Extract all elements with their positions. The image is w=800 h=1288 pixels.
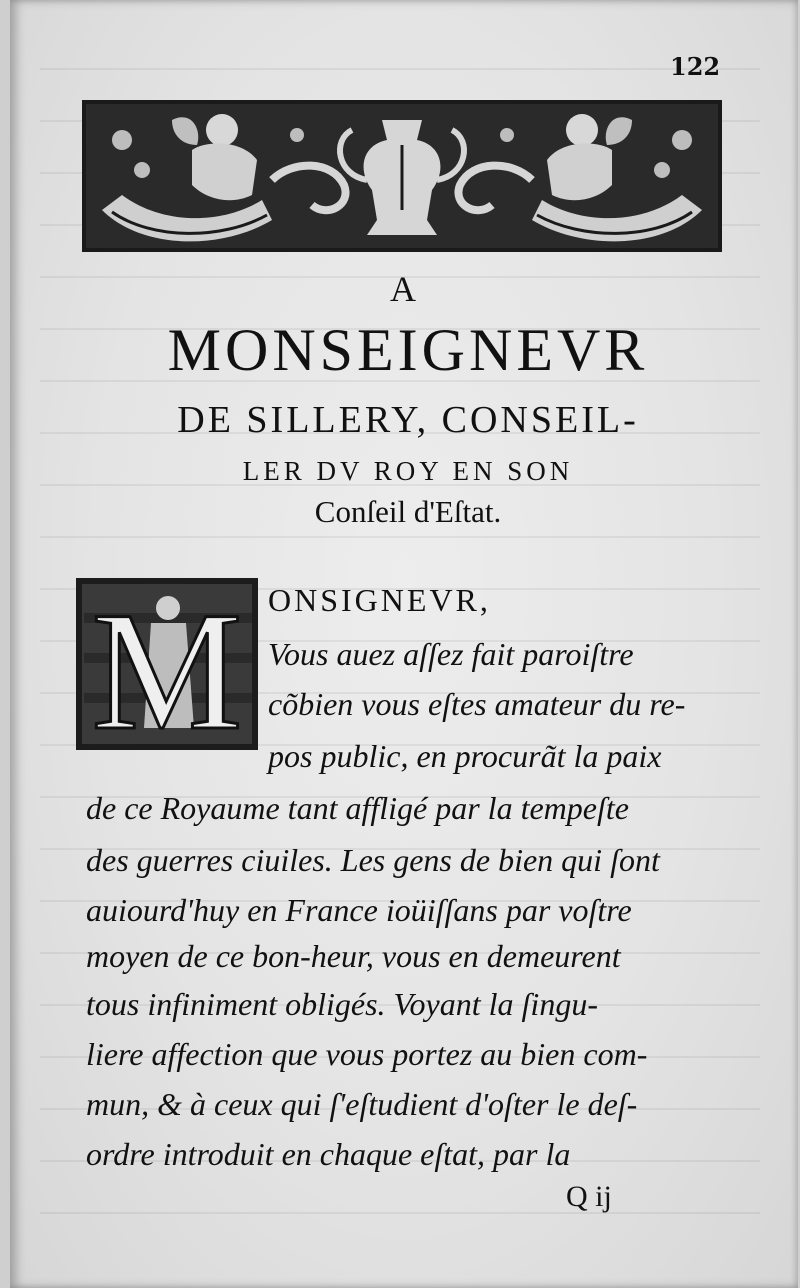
body-line: Vous auez aſſez fait paroiſtre xyxy=(268,636,634,672)
decorated-initial xyxy=(76,578,258,750)
body-line: cõbien vous eſtes amateur du re- xyxy=(268,686,686,722)
book-page xyxy=(10,0,798,1288)
dedication-title-line-1: MONSEIGNEVR xyxy=(167,317,649,383)
headpiece-engraving xyxy=(82,100,722,252)
dedication-title-line-3: LER DV ROY EN SON xyxy=(242,456,574,486)
page-number: 122 xyxy=(670,52,721,81)
initial-letter: M xyxy=(91,578,243,750)
body-line: mun, & à ceux qui ſ'eſtudient d'oſter le deſ- xyxy=(86,1086,638,1122)
ornamental-headpiece xyxy=(82,100,722,252)
signature-mark: Q ij xyxy=(566,1180,612,1213)
body-line: ordre introduit en chaque eſtat, par la xyxy=(86,1136,571,1172)
salutation: ONSIGNEVR, xyxy=(268,582,491,618)
body-line: tous infiniment obligés. Voyant la ſingu- xyxy=(86,986,598,1022)
body-line: pos public, en procurãt la paix xyxy=(268,738,662,774)
body-line: moyen de ce bon-heur, vous en demeurent xyxy=(86,938,621,974)
dedication-prefix: A xyxy=(390,269,418,309)
dedication-title-line-4: Conſeil d'Eſtat. xyxy=(314,494,502,529)
body-line: des guerres ciuiles. Les gens de bien qui ſont xyxy=(86,842,660,878)
historiated-initial-engraving xyxy=(76,578,258,750)
dedication-title-line-2: DE SILLERY, CONSEIL- xyxy=(177,399,639,441)
body-line: liere affection que vous portez au bien com- xyxy=(86,1036,648,1072)
body-line: auiourd'huy en France ioüiſſans par voſtre xyxy=(86,892,632,928)
body-line: de ce Royaume tant affligé par la tempeſte xyxy=(86,790,629,826)
